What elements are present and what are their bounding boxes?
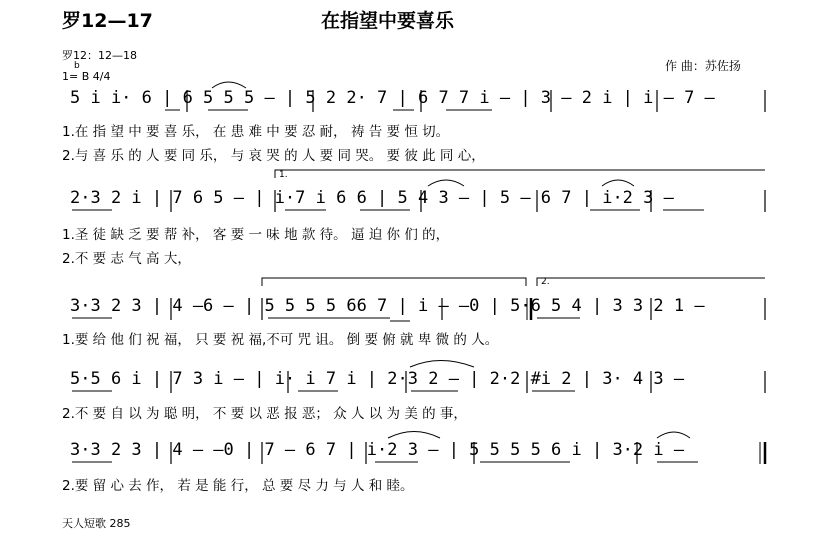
scripture-reference: 罗12：12—18 [62, 49, 137, 62]
key-signature: 1= B 4/4 [62, 70, 111, 83]
lyric-row-1-verse-2: 2.与 喜 乐 的 人 要 同 乐， 与 哀 哭 的 人 要 同 哭。 要 彼 此 同 心， [62, 148, 485, 164]
volta-2-label: 2. [541, 277, 550, 287]
song-title: 在指望中要喜乐 [321, 10, 455, 32]
composer-credit: 作 曲：苏佐扬 [665, 59, 741, 73]
notation-row-1: 5 i i· 6 | 6 5 5 5 – | 5 2 2· 7 | 6 7 7 i – | 3 – 2 i | i – 7 – [70, 88, 715, 108]
volta-1-label: 1. [279, 170, 288, 180]
lyric-row-4-verse-2: 2.不 要 自 以 为 聪 明， 不 要 以 恶 报 恶； 众 人 以 为 美 的 事， [62, 406, 467, 422]
notation-row-3: 3·3 2 3 | 4 –6 – | 5 5 5 5 66 7 | i – –0 | 5·6 5 4 | 3 3 2 1 – [70, 296, 705, 316]
source-footer: 天人短歌 285 [62, 517, 131, 530]
lyric-row-3-verse-1: 1.要 给 他 们 祝 福， 只 要 祝 福,不可 咒 诅。 倒 要 俯 就 卑 微 的 人。 [62, 332, 499, 348]
lyric-row-1-verse-1: 1.在 指 望 中 要 喜 乐， 在 患 难 中 要 忍 耐， 祷 告 要 恒 切。 [62, 124, 450, 140]
lyric-row-5-verse-2: 2.要 留 心 去 作， 若 是 能 行， 总 要 尽 力 与 人 和 睦。 [62, 478, 414, 494]
lyric-row-2-verse-1: 1.圣 徒 缺 乏 要 帮 补， 客 要 一 味 地 款 待。 逼 迫 你 们 的， [62, 227, 450, 243]
flat-sign: b [74, 61, 80, 71]
notation-row-5: 3·3 2 3 | 4 – –0 | 7 – 6 7 | i·2 3 – | 5 5 5 5 6 i | 3·2 i – [70, 440, 685, 460]
notation-row-4: 5·5 6 i | 7 3 i – | i· i 7 i | 2·3 2 – | 2·2 #i 2 | 3· 4 3 – [70, 369, 685, 389]
scripture-reference-title: 罗12—17 [62, 10, 153, 32]
lyric-row-2-verse-2: 2.不 要 志 气 高 大， [62, 251, 191, 267]
notation-row-2: 2·3 2 i | 7 6 5 – | i·7 i 6 6 | 5 4 3 – | 5 – 6 7 | i·2 3 – [70, 188, 674, 208]
